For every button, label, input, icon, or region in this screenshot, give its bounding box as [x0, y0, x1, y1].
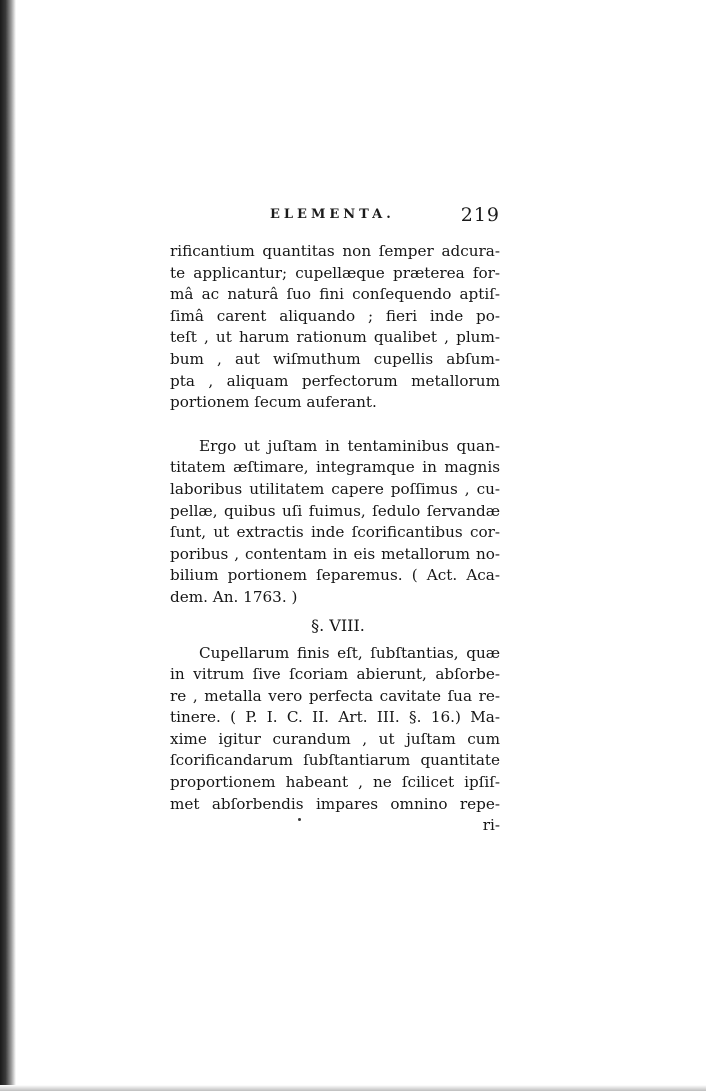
gutter-shadow [0, 0, 16, 1091]
text-line: pta , aliquam perfectorum metallorum [170, 371, 500, 390]
paragraph-2 [170, 436, 500, 609]
text-line: laboribus utilitatem capere poſſimus , cu- [170, 479, 500, 498]
paragraph-3 [170, 643, 500, 816]
body-text [170, 241, 500, 837]
catchword: ri- [482, 816, 500, 835]
text-line: Cupellarum finis eſt, ſubſtantias, quæ [199, 643, 500, 662]
paragraph-1 [170, 241, 500, 414]
text-line: ſcorificandarum ſubſtantiarum quantitate [170, 751, 500, 770]
text-line: Ergo ut juſtam in tentaminibus quan- [199, 436, 500, 455]
text-line: in vitrum ſive ſcoriam abierunt, abſorbe- [170, 665, 500, 684]
text-line: tinere. ( P. I. C. II. Art. III. §. 16.) Ma- [170, 708, 500, 727]
text-line: teſt , ut harum rationum qualibet , plum- [170, 328, 500, 347]
running-title: ELEMENTA. [270, 207, 395, 222]
paragraph-gap [170, 414, 500, 436]
text-line: proportionem habeant , ne ſcilicet ipſiſ- [170, 773, 500, 792]
text-line: rificantium quantitas non ſemper adcura- [170, 242, 500, 260]
text-line: pellæ, quibus uſi fuimus, ſedulo ſervandæ [170, 501, 500, 520]
text-line: portionem ſecum auferant. [170, 393, 377, 412]
text-line: titatem æſtimare, integramque in magnis [170, 458, 500, 477]
ink-speck [298, 818, 301, 821]
text-line: ſimâ carent aliquando ; fieri inde po- [170, 306, 500, 325]
text-line: te applicantur; cupellæque præterea for- [170, 263, 500, 282]
text-line: re , metalla vero perfecta cavitate ſua re- [170, 686, 500, 705]
text-line: met abſorbendis impares omnino repe- [170, 794, 500, 813]
text-line: ſunt, ut extractis inde ſcorificantibus cor- [170, 523, 500, 542]
text-line: bum , aut wiſmuthum cupellis abſum- [170, 349, 500, 368]
page-bottom-edge [0, 1085, 706, 1091]
text-line: poribus , contentam in eis metallorum no- [170, 544, 500, 563]
text-line: bilium portionem ſeparemus. ( Act. Aca- [170, 566, 500, 585]
running-head [170, 204, 504, 228]
page-number: 219 [460, 204, 500, 226]
text-line: dem. An. 1763. ) [170, 587, 298, 606]
text-line: xime igitur curandum , ut juſtam cum [170, 729, 500, 748]
text-line: mâ ac naturâ ſuo fini conſequendo aptiſ- [170, 285, 500, 304]
section-heading: §. VIII. [311, 615, 365, 635]
